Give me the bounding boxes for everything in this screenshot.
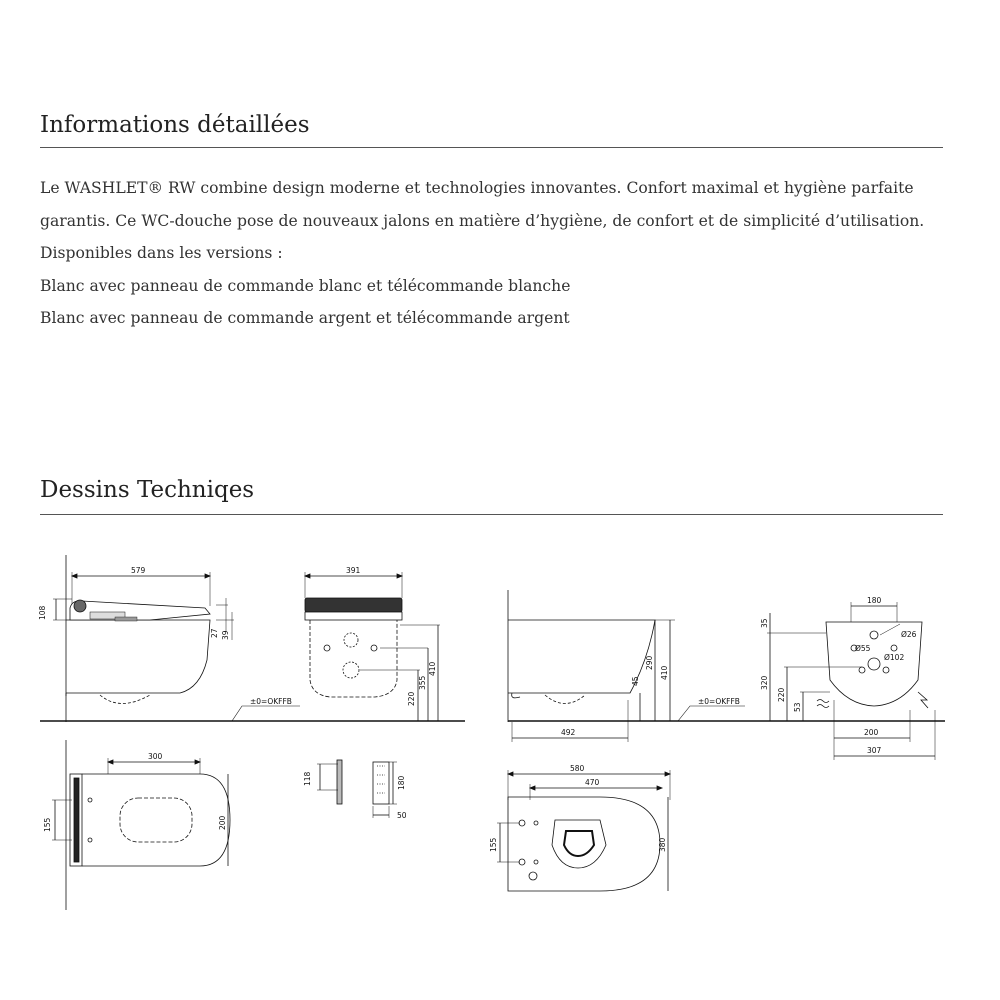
dim-bowltop-inner: 470	[585, 778, 600, 787]
dim-bowlfront-top: 180	[867, 596, 882, 605]
dim-bowlfront-h2: 220	[777, 687, 786, 702]
remote-front-view	[373, 762, 407, 820]
dim-washlet-d2: 39	[221, 630, 230, 640]
dim-washlet-d1: 27	[210, 628, 219, 638]
dim-bowlfront-w1: 200	[864, 728, 879, 737]
dim-bowl-length: 492	[561, 728, 576, 737]
dim-front-h1: 220	[407, 691, 416, 706]
dim-washlet-length: 579	[131, 566, 146, 575]
drawings-divider	[40, 514, 943, 515]
floor-ref-label: ±0=OKFFB	[250, 697, 292, 706]
remote-side-view	[303, 760, 342, 804]
dim-bowlfront-h1: 320	[760, 675, 769, 690]
dim-washlet-height: 108	[38, 605, 47, 620]
info-line: Le WASHLET® RW combine design moderne et technologies innovantes. Confort maximal et hygiène parfaite	[40, 179, 914, 197]
dim-bowltop-length: 580	[570, 764, 585, 773]
dim-top-length: 300	[148, 752, 163, 761]
info-line: Disponibles dans les versions :	[40, 244, 283, 262]
dim-bowlfront-dia1: Ø26	[901, 630, 917, 639]
info-line: Blanc avec panneau de commande argent et télécommande argent	[40, 309, 570, 327]
dim-bowl-h3: 410	[660, 665, 669, 680]
dim-front-h2: 355	[418, 675, 427, 690]
info-line: garantis. Ce WC-douche pose de nouveaux jalons en matière d’hygiène, de confort et de simplicité d’utilisation.	[40, 211, 925, 230]
bowl-side-view	[508, 590, 745, 742]
dim-bowlfront-w2: 307	[867, 746, 882, 755]
dim-washlet-width: 391	[346, 566, 361, 575]
info-divider	[40, 147, 943, 148]
washlet-top-view	[43, 740, 230, 910]
dim-bowltop-offset: 155	[489, 837, 498, 852]
dim-bowlfront-dia2: Ø55	[855, 644, 871, 653]
dim-bowltop-width: 380	[658, 837, 667, 852]
dim-bowlfront-dtop: 35	[760, 618, 769, 628]
bowl-floor-ref: ±0=OKFFB	[698, 697, 740, 706]
dim-bowl-h2: 290	[645, 655, 654, 670]
dim-remote-height: 180	[397, 775, 406, 790]
dim-bowl-h1: 45	[631, 676, 640, 686]
washlet-side-view	[38, 555, 465, 722]
dim-top-offset: 155	[43, 817, 52, 832]
dim-bowlfront-dia3: Ø102	[884, 653, 905, 662]
technical-drawings	[0, 540, 1000, 920]
dim-remote-side: 118	[303, 771, 312, 786]
dim-remote-depth: 50	[397, 811, 407, 820]
info-line: Blanc avec panneau de commande blanc et télécommande blanche	[40, 276, 571, 295]
dim-bowlfront-h3: 53	[793, 702, 802, 712]
bowl-front-view	[745, 596, 945, 760]
dim-front-h3: 410	[428, 661, 437, 676]
info-description	[40, 172, 950, 335]
washlet-front-view	[305, 566, 440, 721]
bowl-top-view	[489, 764, 670, 891]
drawings-title: Dessins Techniqes	[40, 477, 255, 503]
dim-top-width: 200	[218, 815, 227, 830]
info-title: Informations détaillées	[40, 112, 310, 138]
